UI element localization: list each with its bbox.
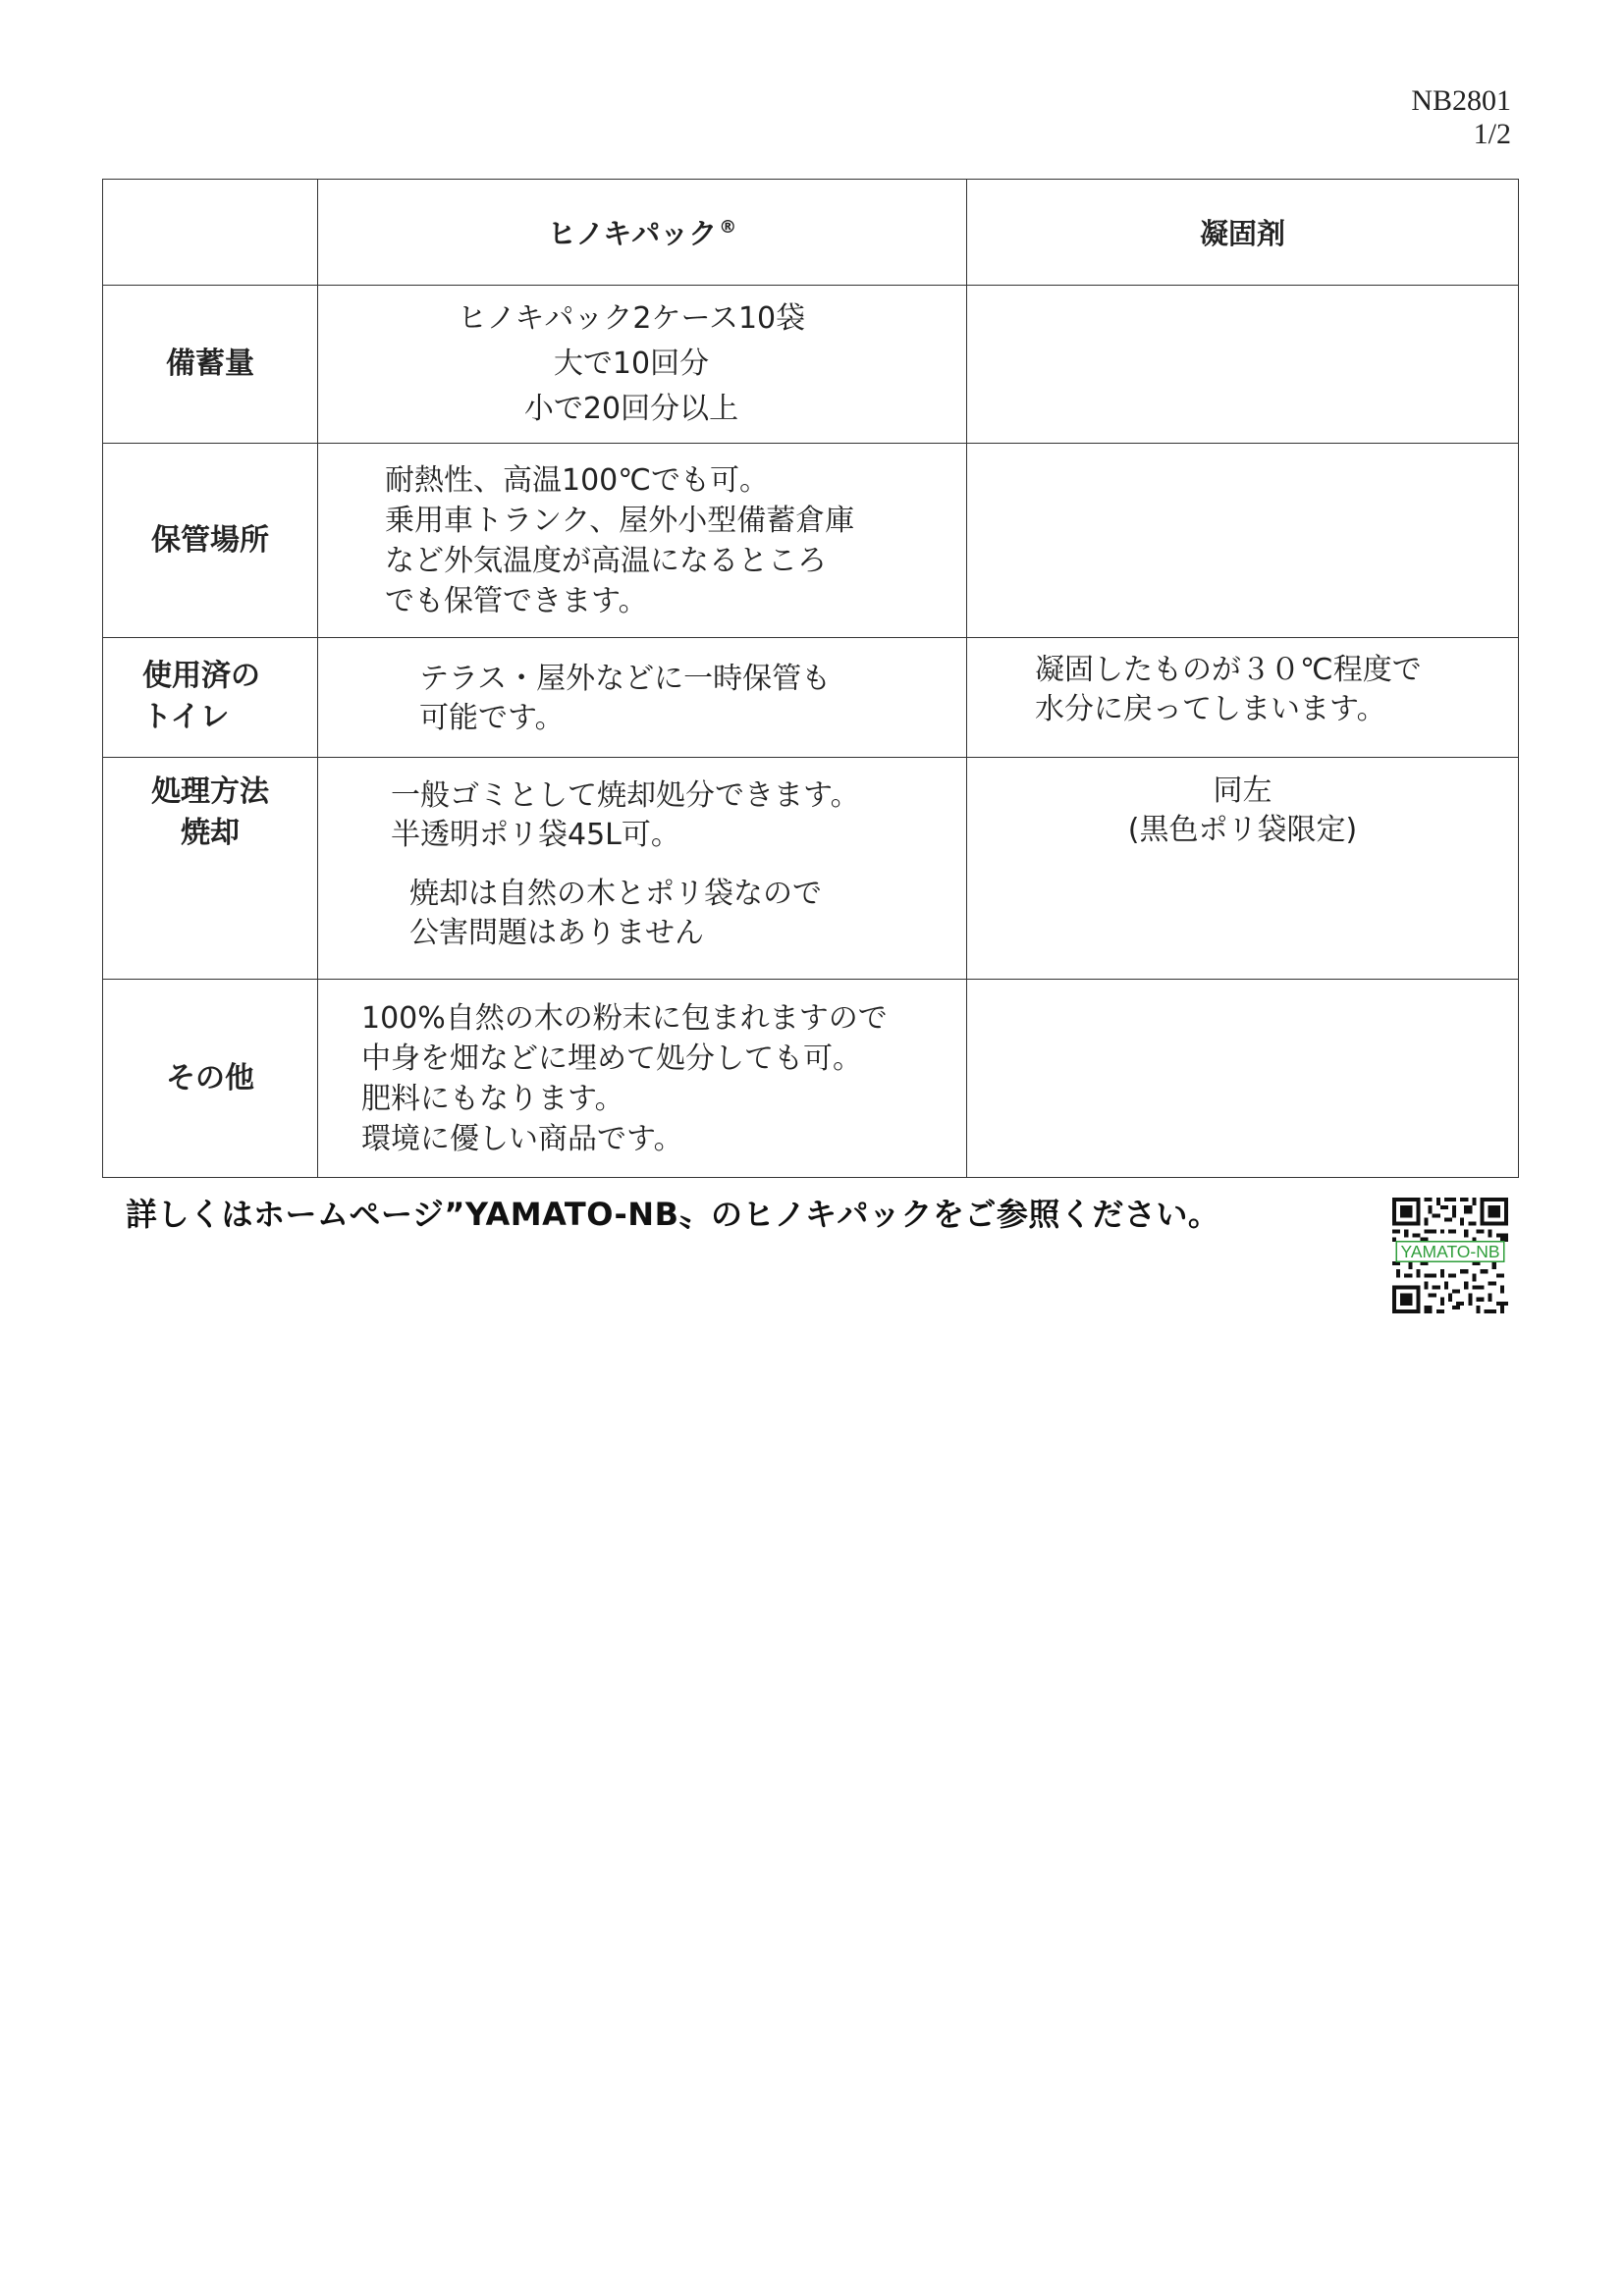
text-line: 水分に戻ってしまいます。 <box>1035 692 1386 726</box>
row-label-storage: 保管場所 <box>103 444 318 638</box>
text-line: (黒色ポリ袋限定) <box>1127 813 1358 847</box>
text-line: 凝固したものが３０℃程度で <box>1035 653 1422 687</box>
storage-hinoki-cell <box>318 444 967 638</box>
row-label-stock: 備蓄量 <box>103 286 318 444</box>
storage-coagulant-cell <box>967 444 1519 638</box>
text-line: 乗用車トランク、屋外小型備蓄倉庫 <box>385 503 855 538</box>
other-coagulant-cell <box>967 980 1519 1178</box>
text-line: 肥料にもなります。 <box>361 1081 624 1116</box>
text-line: 耐熱性、高温100℃でも可。 <box>385 462 769 498</box>
qr-code-icon[interactable] <box>1392 1198 1508 1313</box>
text-line: など外気温度が高温になるところ <box>385 543 827 578</box>
header-coagulant: 凝固剤 <box>967 180 1519 286</box>
row-label-line: 使用済の <box>142 659 260 693</box>
document-code: NB2801 <box>1411 84 1511 117</box>
used-toilet-coagulant-cell <box>967 638 1519 758</box>
table-row <box>103 444 1519 638</box>
header-hinoki-pack <box>318 180 967 286</box>
row-label-line: 処理方法 <box>151 774 269 809</box>
page-number: 1/2 <box>1473 118 1511 150</box>
footer-note: 詳しくはホームページ”YAMATO-NB〟のヒノキパックをご参照ください。 <box>126 1196 1220 1233</box>
row-label-disposal <box>103 758 318 980</box>
header-empty-cell <box>103 180 318 286</box>
table-row <box>103 758 1519 980</box>
stock-hinoki-cell <box>318 286 967 444</box>
text-line: 中身を畑などに埋めて処分しても可。 <box>361 1041 862 1076</box>
text-line: 半透明ポリ袋45L可。 <box>391 818 680 852</box>
text-line: 公害問題はありません <box>409 916 704 950</box>
text-line: 可能です。 <box>419 701 565 735</box>
table-header-row <box>103 180 1519 286</box>
used-toilet-hinoki-cell <box>318 638 967 758</box>
text-line: でも保管できます。 <box>385 583 648 618</box>
comparison-table <box>102 179 1519 1178</box>
row-label-used-toilet <box>103 638 318 758</box>
text-line: 大で10回分 <box>553 347 710 381</box>
disposal-hinoki-cell <box>318 758 967 980</box>
text-line: 一般ゴミとして焼却処分できます。 <box>391 778 860 813</box>
registered-mark: ® <box>719 217 737 239</box>
text-line: 小で20回分以上 <box>523 392 739 426</box>
table-row <box>103 286 1519 444</box>
other-hinoki-cell <box>318 980 967 1178</box>
qr-label: YAMATO-NB <box>1400 1242 1500 1262</box>
row-label-other: その他 <box>103 980 318 1178</box>
text-line: テラス・屋外などに一時保管も <box>419 662 832 696</box>
row-label-line: 焼却 <box>181 816 240 850</box>
header-hinoki-label: ヒノキパック <box>547 217 718 250</box>
text-line: 焼却は自然の木とポリ袋なので <box>409 877 822 911</box>
text-line: 環境に優しい商品です。 <box>361 1121 683 1156</box>
stock-coagulant-cell <box>967 286 1519 444</box>
text-line: 100%自然の木の粉末に包まれますので <box>361 1000 888 1036</box>
table-row <box>103 638 1519 758</box>
table-row <box>103 980 1519 1178</box>
document-number <box>1411 84 1511 151</box>
text-line: 同左 <box>1213 774 1272 808</box>
disposal-coagulant-cell <box>967 758 1519 980</box>
row-label-line: トイレ <box>142 700 230 734</box>
text-line: ヒノキパック2ケース10袋 <box>457 301 806 336</box>
